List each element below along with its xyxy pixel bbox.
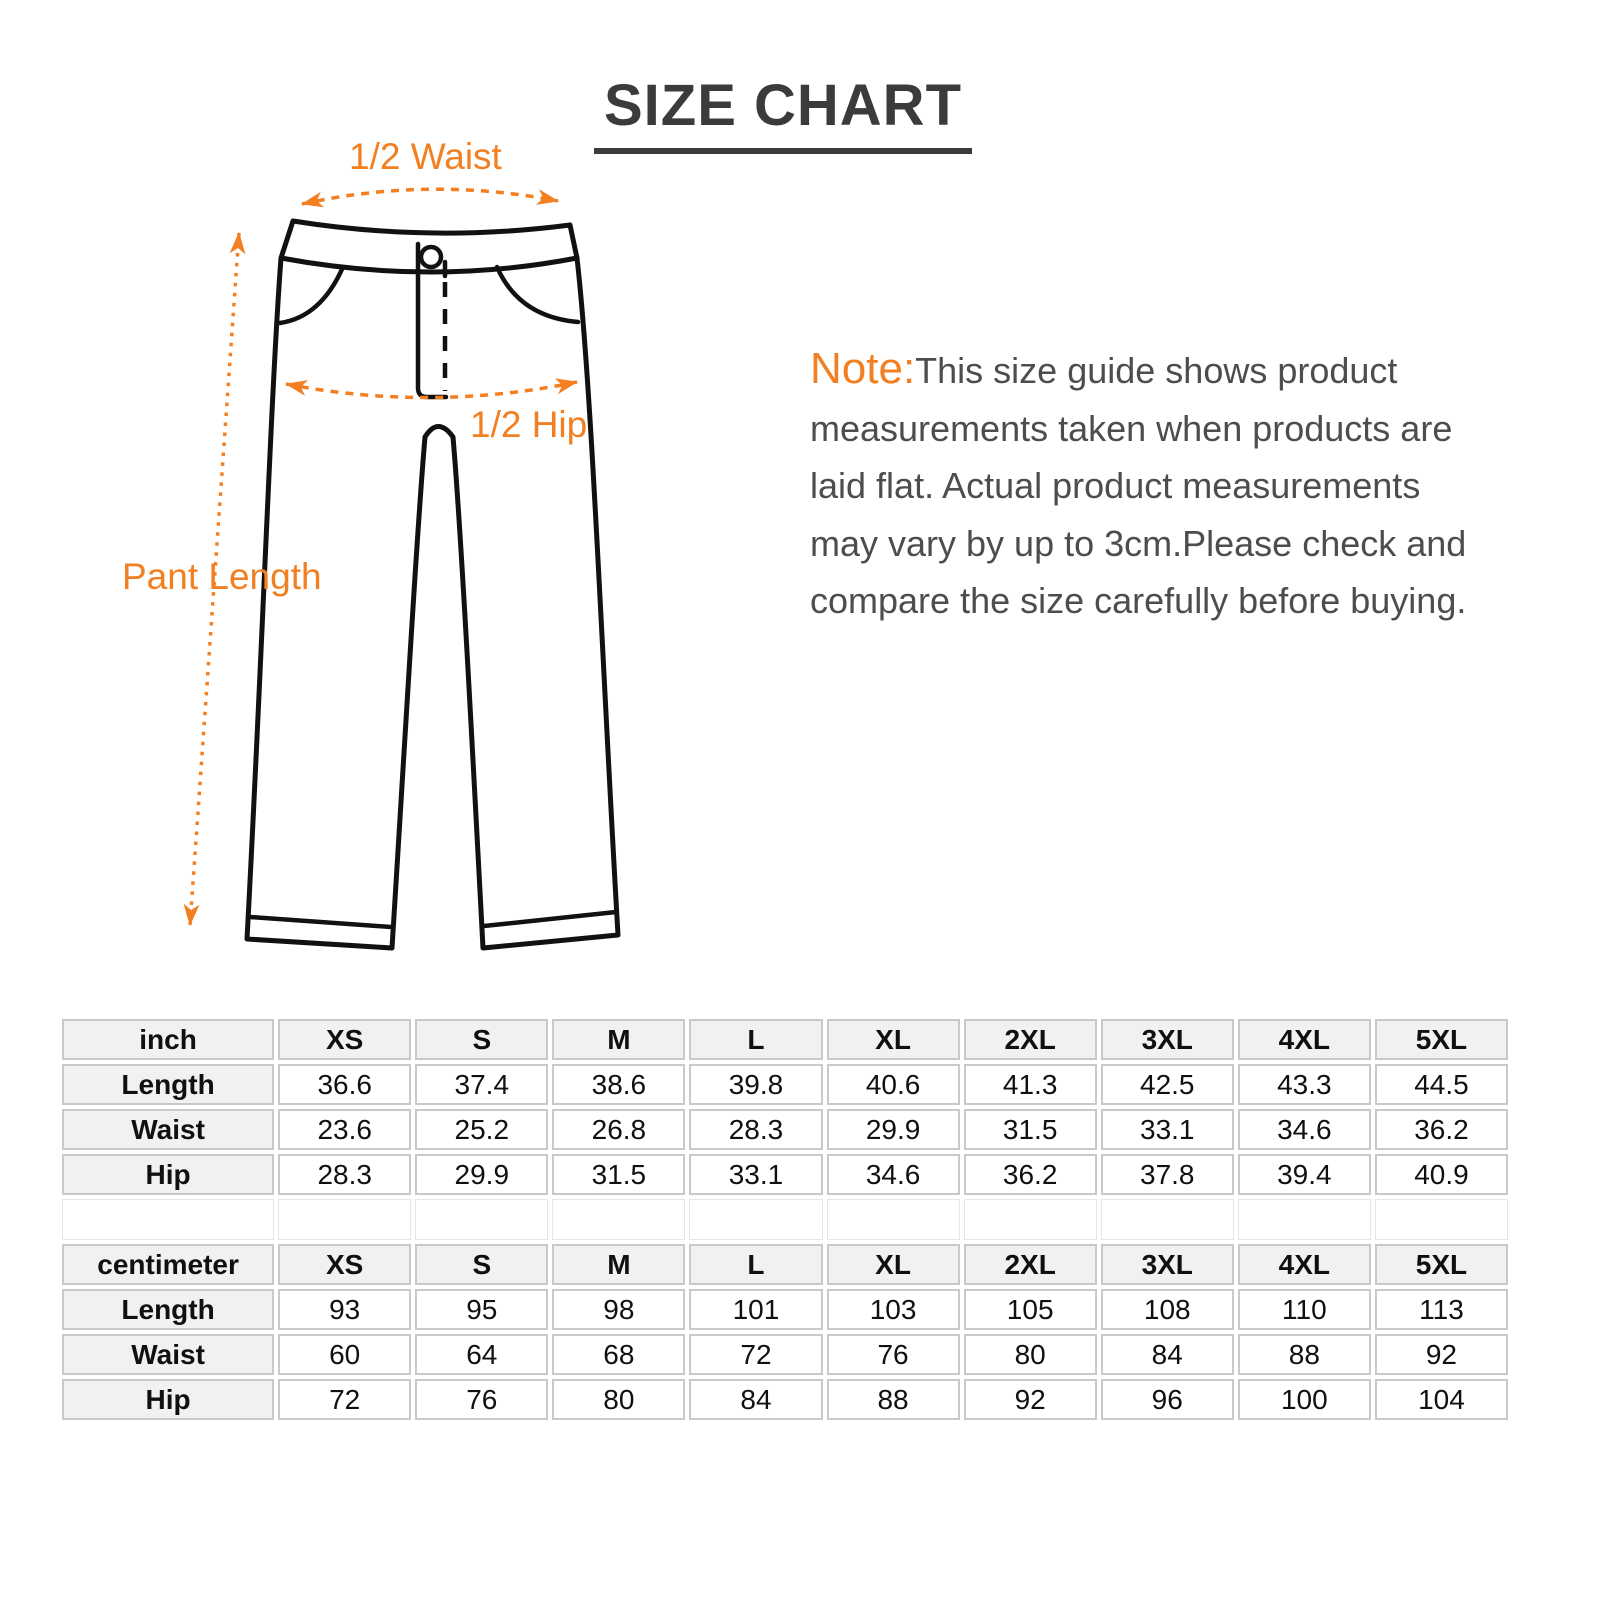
note-line: may vary by up to 3cm.Please check and [810, 522, 1467, 564]
size-value-cell: 29.9 [827, 1109, 960, 1150]
size-value-cell: 104 [1375, 1379, 1508, 1420]
size-value-cell: 37.8 [1101, 1154, 1234, 1195]
size-value-cell: 41.3 [964, 1064, 1097, 1105]
size-column-header: 2XL [964, 1019, 1097, 1060]
spacer-cell [827, 1199, 960, 1240]
size-value-cell: 80 [552, 1379, 685, 1420]
size-value-cell: 31.5 [552, 1154, 685, 1195]
size-value-cell: 64 [415, 1334, 548, 1375]
size-column-header: 5XL [1375, 1244, 1508, 1285]
waist-measure-label: 1/2 Waist [349, 136, 502, 177]
spacer-cell [689, 1199, 822, 1240]
size-value-cell: 34.6 [827, 1154, 960, 1195]
size-column-header: XL [827, 1244, 960, 1285]
size-value-cell: 33.1 [1101, 1109, 1234, 1150]
size-value-cell: 44.5 [1375, 1064, 1508, 1105]
size-value-cell: 96 [1101, 1379, 1234, 1420]
table-spacer-row [62, 1199, 1508, 1240]
row-label: Length [62, 1289, 274, 1330]
size-value-cell: 76 [827, 1334, 960, 1375]
unit-header: inch [62, 1019, 274, 1060]
size-value-cell: 33.1 [689, 1154, 822, 1195]
size-column-header: 2XL [964, 1244, 1097, 1285]
table-row [62, 1064, 1508, 1105]
spacer-cell [1238, 1199, 1371, 1240]
spacer-cell [964, 1199, 1097, 1240]
note-text: This size guide shows product [915, 350, 1398, 391]
pants-diagram [120, 130, 680, 980]
size-value-cell: 40.9 [1375, 1154, 1508, 1195]
spacer-cell [1375, 1199, 1508, 1240]
size-column-header: S [415, 1019, 548, 1060]
row-label: Hip [62, 1379, 274, 1420]
size-value-cell: 36.6 [278, 1064, 411, 1105]
size-value-cell: 26.8 [552, 1109, 685, 1150]
size-value-cell: 68 [552, 1334, 685, 1375]
size-value-cell: 84 [689, 1379, 822, 1420]
note-line: laid flat. Actual product measurements [810, 465, 1421, 507]
row-label: Length [62, 1064, 274, 1105]
hip-measure-label: 1/2 Hip [470, 404, 588, 445]
size-value-cell: 29.9 [415, 1154, 548, 1195]
size-value-cell: 39.4 [1238, 1154, 1371, 1195]
size-value-cell: 28.3 [278, 1154, 411, 1195]
spacer-cell [552, 1199, 685, 1240]
size-value-cell: 92 [964, 1379, 1097, 1420]
size-value-cell: 38.6 [552, 1064, 685, 1105]
size-value-cell: 36.2 [964, 1154, 1097, 1195]
size-value-cell: 93 [278, 1289, 411, 1330]
table-header-row [62, 1244, 1508, 1285]
size-value-cell: 88 [827, 1379, 960, 1420]
table-row [62, 1289, 1508, 1330]
table-row [62, 1379, 1508, 1420]
size-value-cell: 60 [278, 1334, 411, 1375]
unit-header: centimeter [62, 1244, 274, 1285]
size-table-wrap [58, 1015, 1512, 1424]
size-value-cell: 36.2 [1375, 1109, 1508, 1150]
spacer-cell [278, 1199, 411, 1240]
page-title: SIZE CHART [594, 72, 972, 154]
table-row [62, 1154, 1508, 1195]
size-value-cell: 98 [552, 1289, 685, 1330]
spacer-cell [415, 1199, 548, 1240]
size-value-cell: 100 [1238, 1379, 1371, 1420]
note-line: compare the size carefully before buying. [810, 580, 1467, 622]
size-chart-table [58, 1015, 1512, 1424]
size-column-header: L [689, 1244, 822, 1285]
size-value-cell: 37.4 [415, 1064, 548, 1105]
size-value-cell: 108 [1101, 1289, 1234, 1330]
size-column-header: S [415, 1244, 548, 1285]
size-value-cell: 25.2 [415, 1109, 548, 1150]
size-value-cell: 92 [1375, 1334, 1508, 1375]
size-value-cell: 40.6 [827, 1064, 960, 1105]
size-column-header: 4XL [1238, 1019, 1371, 1060]
size-value-cell: 113 [1375, 1289, 1508, 1330]
size-value-cell: 39.8 [689, 1064, 822, 1105]
size-value-cell: 80 [964, 1334, 1097, 1375]
table-header-row [62, 1019, 1508, 1060]
size-column-header: 5XL [1375, 1019, 1508, 1060]
size-value-cell: 101 [689, 1289, 822, 1330]
size-value-cell: 43.3 [1238, 1064, 1371, 1105]
size-value-cell: 103 [827, 1289, 960, 1330]
size-column-header: M [552, 1019, 685, 1060]
row-label: Waist [62, 1334, 274, 1375]
size-value-cell: 72 [278, 1379, 411, 1420]
size-column-header: 3XL [1101, 1019, 1234, 1060]
size-column-header: XS [278, 1244, 411, 1285]
row-label: Hip [62, 1154, 274, 1195]
row-label: Waist [62, 1109, 274, 1150]
note-block [810, 340, 1530, 630]
table-row [62, 1109, 1508, 1150]
spacer-cell [1101, 1199, 1234, 1240]
note-line [810, 340, 1530, 400]
size-column-header: L [689, 1019, 822, 1060]
size-value-cell: 76 [415, 1379, 548, 1420]
waist-measure-arrow [302, 189, 558, 204]
waist-button [421, 247, 441, 267]
size-value-cell: 31.5 [964, 1109, 1097, 1150]
size-value-cell: 72 [689, 1334, 822, 1375]
size-value-cell: 105 [964, 1289, 1097, 1330]
size-value-cell: 23.6 [278, 1109, 411, 1150]
table-row [62, 1334, 1508, 1375]
note-label: Note: [810, 344, 916, 393]
note-line: measurements taken when products are [810, 407, 1453, 449]
size-value-cell: 95 [415, 1289, 548, 1330]
size-value-cell: 34.6 [1238, 1109, 1371, 1150]
spacer-cell [62, 1199, 274, 1240]
size-column-header: 3XL [1101, 1244, 1234, 1285]
size-column-header: 4XL [1238, 1244, 1371, 1285]
size-value-cell: 84 [1101, 1334, 1234, 1375]
length-measure-label: Pant Length [122, 556, 322, 597]
size-column-header: XS [278, 1019, 411, 1060]
size-value-cell: 110 [1238, 1289, 1371, 1330]
size-column-header: M [552, 1244, 685, 1285]
size-value-cell: 88 [1238, 1334, 1371, 1375]
size-value-cell: 42.5 [1101, 1064, 1234, 1105]
size-column-header: XL [827, 1019, 960, 1060]
size-value-cell: 28.3 [689, 1109, 822, 1150]
